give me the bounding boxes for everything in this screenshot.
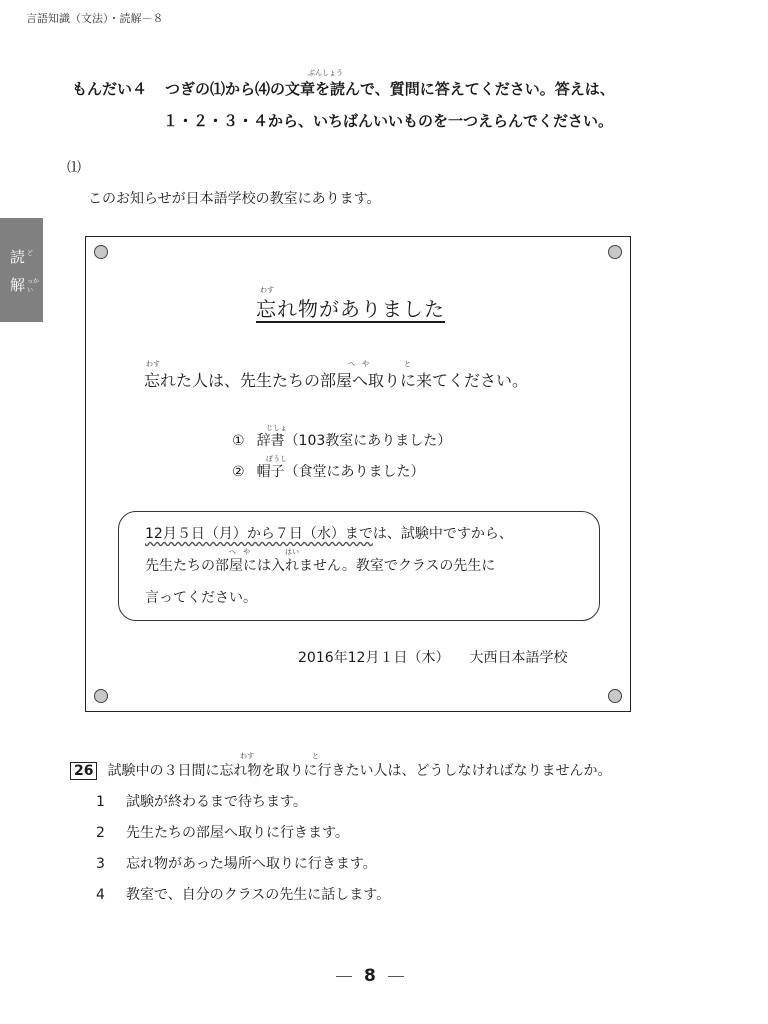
pin-top-right <box>608 245 622 259</box>
question-instruction-line1 <box>72 78 615 99</box>
option-4-text: 教室で、自分のクラスの先生に話します。 <box>126 887 391 903</box>
title-ruby: わす <box>260 286 274 294</box>
section-side-tab <box>0 218 43 322</box>
warning-line-1-rest: は、試験中ですから、 <box>372 526 513 542</box>
ruby-bunshou: ぶんしょう <box>308 69 343 77</box>
notice-school: 大西日本語学校 <box>469 650 568 666</box>
notice-warning-box <box>118 511 600 621</box>
side-tab-char-1: 読 <box>10 248 26 266</box>
body-ruby-to: と <box>404 360 411 368</box>
page-number <box>336 966 404 986</box>
side-tab-char-2: 解 <box>10 276 26 294</box>
warning-ruby-heya: へ や <box>229 548 250 556</box>
item-1-number: ① <box>232 433 245 449</box>
question-label: もんだい４ <box>72 80 148 98</box>
option-4-number: 4 <box>96 887 105 903</box>
part-number: ⑴ <box>67 160 81 176</box>
notice-footer <box>298 647 567 667</box>
q26-ruby-to: と <box>312 752 319 760</box>
pin-bottom-right <box>608 689 622 703</box>
pin-top-left <box>94 245 108 259</box>
q26-ruby-wasu: わす <box>240 752 254 760</box>
side-tab-ruby-1: ど <box>27 250 34 257</box>
option-3-number: 3 <box>96 856 105 872</box>
body-ruby-wasu: わす <box>146 360 160 368</box>
notice-body: 忘れた人は、先生たちの部屋へ取りに来てください。 <box>144 371 529 390</box>
notice-item-2 <box>232 461 425 481</box>
answer-option-4[interactable] <box>96 884 390 904</box>
page-number-dash-right <box>388 976 404 977</box>
option-3-text: 忘れ物があった場所へ取りに行きます。 <box>126 856 377 872</box>
warning-line-2: 先生たちの部屋には入れません。教室でクラスの先生に <box>145 558 496 574</box>
notice-board <box>85 236 631 712</box>
part-intro: このお知らせが日本語学校の教室にあります。 <box>88 191 381 207</box>
side-tab-ruby-2: っかい <box>27 278 40 294</box>
option-2-text: 先生たちの部屋へ取りに行きます。 <box>126 825 349 841</box>
notice-date: 2016年12月１日（木） <box>298 650 450 666</box>
question-26-text: 試験中の３日間に忘れ物を取りに行きたい人は、どうしなければなりませんか。 <box>107 763 612 779</box>
page-header: 言語知識（文法）・読解－８ <box>26 12 164 25</box>
question-number-box: 26 <box>70 762 97 780</box>
item1-ruby: じしょ <box>266 424 287 432</box>
answer-option-1[interactable] <box>96 791 307 811</box>
question-instruction-line2: １・２・３・４から、いちばんいいものを一つえらんでください。 <box>163 112 614 130</box>
warning-line-1 <box>145 523 513 543</box>
answer-option-2[interactable] <box>96 822 349 842</box>
option-1-number: 1 <box>96 794 105 810</box>
item-1-name: 辞書 <box>256 433 285 449</box>
question-text-line1: つぎの⑴から⑷の文章を読んで、質問に答えてください。答えは、 <box>165 80 615 98</box>
item-2-detail: （食堂にありました） <box>284 464 425 480</box>
warning-ruby-hai: はい <box>285 548 299 556</box>
option-2-number: 2 <box>96 825 105 841</box>
warning-dates: 12月５日（月）から７日（水）まで <box>145 526 373 542</box>
page-number-value: 8 <box>364 966 376 986</box>
item2-ruby: ぼうし <box>266 455 287 463</box>
answer-option-3[interactable] <box>96 853 377 873</box>
option-1-text: 試験が終わるまで待ちます。 <box>126 794 307 810</box>
notice-title: 忘れ物がありました <box>256 297 445 321</box>
body-ruby-heya: へ や <box>348 360 369 368</box>
item-2-name: 帽子 <box>256 464 285 480</box>
warning-line-3: 言ってください。 <box>145 590 257 606</box>
pin-bottom-left <box>94 689 108 703</box>
notice-item-1 <box>232 430 451 450</box>
page-number-dash-left <box>336 976 352 977</box>
item-2-number: ② <box>232 464 245 480</box>
item-1-detail: （103教室にありました） <box>284 433 452 449</box>
question-26 <box>70 760 611 780</box>
